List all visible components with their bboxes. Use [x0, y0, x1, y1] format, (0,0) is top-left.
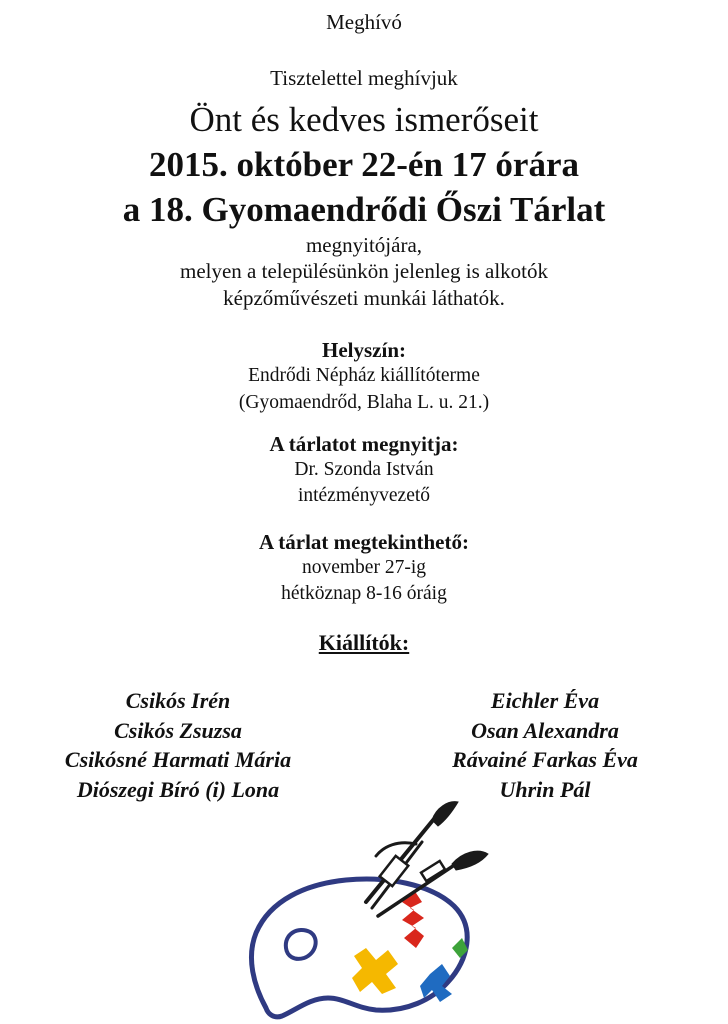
opening-heading: A tárlatot megnyitja: [269, 432, 459, 456]
greeting-line: Tisztelettel meghívjuk [270, 66, 458, 90]
exhibitors-heading [0, 630, 728, 656]
viewing-until: november 27-ig [301, 557, 426, 578]
exhibitors-right-column [375, 686, 715, 804]
location-name: Endrődi Népház kiállítóterme [248, 365, 480, 386]
exhibitors-heading-text: Kiállítók: [318, 630, 410, 655]
invitee-line: Önt és kedves ismerőseit [189, 100, 539, 139]
opening-speaker: Dr. Szonda István [294, 459, 434, 480]
description-line-3: képzőművészeti munkái láthatók. [223, 286, 505, 310]
exhibitor-name: Csikósné Harmati Mária [64, 747, 292, 772]
opening-speaker-role: intézményvezető [297, 485, 431, 506]
exhibitor-name: Csikós Irén [125, 688, 231, 713]
paint-palette-icon [226, 798, 506, 1020]
exhibitor-name: Eichler Éva [490, 688, 600, 713]
exhibitor-name: Csikós Zsuzsa [114, 717, 242, 743]
description-line-2: melyen a településünkön jelenleg is alkotók [180, 259, 548, 283]
palette-thumb-hole [286, 930, 316, 959]
exhibitor-name: Rávainé Farkas Éva [452, 747, 638, 772]
exhibitor-name: Diószegi Bíró (i) Lona [76, 776, 280, 802]
location-heading: Helyszín: [322, 338, 406, 362]
description-line-1: megnyitójára, [305, 233, 423, 257]
palette-outline [251, 879, 467, 1017]
invitation-title: Meghívó [326, 10, 402, 34]
viewing-hours: hétköznap 8-16 óráig [281, 583, 447, 604]
yellow-paint [352, 948, 398, 994]
exhibitors-left-column [8, 686, 348, 804]
event-date: 2015. október 22-én 17 órára [149, 145, 579, 184]
location-address: (Gyomaendrőd, Blaha L. u. 21.) [238, 392, 490, 413]
event-name: a 18. Gyomaendrődi Őszi Tárlat [122, 190, 606, 229]
viewing-heading: A tárlat megtekinthető: [259, 530, 469, 554]
exhibitor-name: Uhrin Pál [499, 776, 591, 802]
exhibitor-name: Osan Alexandra [471, 717, 619, 743]
